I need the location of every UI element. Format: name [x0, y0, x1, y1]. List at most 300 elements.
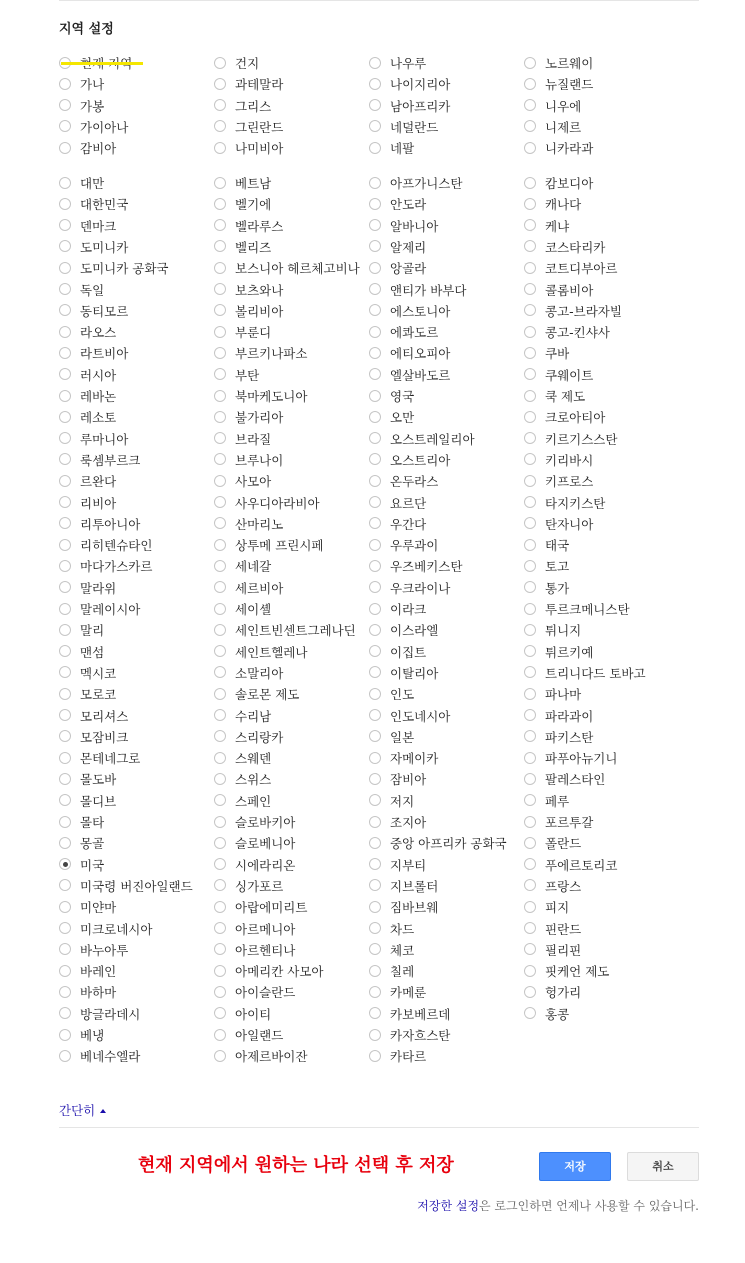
region-option[interactable]: [59, 921, 207, 938]
region-option[interactable]: [214, 814, 362, 831]
region-option[interactable]: [214, 537, 362, 554]
region-option[interactable]: [524, 98, 672, 115]
radio-icon[interactable]: [369, 794, 381, 806]
region-option[interactable]: [524, 239, 672, 256]
region-option[interactable]: [59, 140, 207, 157]
radio-icon[interactable]: [524, 965, 536, 977]
region-option[interactable]: [524, 963, 672, 980]
region-option[interactable]: [214, 708, 362, 725]
collapse-link[interactable]: [59, 1101, 106, 1119]
region-option[interactable]: [524, 665, 672, 682]
radio-icon[interactable]: [214, 99, 226, 111]
region-option[interactable]: [59, 409, 207, 426]
region-option[interactable]: [524, 644, 672, 661]
region-option[interactable]: [369, 899, 517, 916]
region-option[interactable]: [214, 601, 362, 618]
radio-icon[interactable]: [369, 1007, 381, 1019]
region-option[interactable]: [524, 686, 672, 703]
radio-icon[interactable]: [369, 368, 381, 380]
radio-icon[interactable]: [369, 475, 381, 487]
radio-icon[interactable]: [59, 603, 71, 615]
radio-icon[interactable]: [59, 794, 71, 806]
radio-icon[interactable]: [369, 517, 381, 529]
radio-icon[interactable]: [59, 837, 71, 849]
region-option[interactable]: [59, 367, 207, 384]
radio-icon[interactable]: [59, 816, 71, 828]
region-option[interactable]: [214, 771, 362, 788]
region-option[interactable]: [59, 119, 207, 136]
radio-icon[interactable]: [524, 645, 536, 657]
radio-icon[interactable]: [524, 581, 536, 593]
radio-icon[interactable]: [524, 78, 536, 90]
region-option[interactable]: [214, 55, 362, 72]
region-option[interactable]: [214, 644, 362, 661]
radio-icon[interactable]: [369, 1050, 381, 1062]
radio-icon[interactable]: [59, 78, 71, 90]
radio-icon[interactable]: [214, 262, 226, 274]
region-option[interactable]: [524, 814, 672, 831]
radio-icon[interactable]: [524, 326, 536, 338]
radio-icon[interactable]: [214, 120, 226, 132]
region-option[interactable]: [369, 431, 517, 448]
radio-icon[interactable]: [369, 1029, 381, 1041]
region-option[interactable]: [214, 921, 362, 938]
radio-icon[interactable]: [524, 986, 536, 998]
region-option[interactable]: [214, 857, 362, 874]
radio-icon[interactable]: [59, 99, 71, 111]
radio-icon[interactable]: [59, 986, 71, 998]
radio-icon[interactable]: [524, 858, 536, 870]
radio-icon[interactable]: [369, 347, 381, 359]
region-option[interactable]: [524, 409, 672, 426]
region-option[interactable]: [369, 260, 517, 277]
radio-icon[interactable]: [214, 858, 226, 870]
radio-icon[interactable]: [59, 240, 71, 252]
region-option[interactable]: [524, 708, 672, 725]
region-option[interactable]: [524, 835, 672, 852]
radio-icon[interactable]: [214, 879, 226, 891]
region-option[interactable]: [369, 218, 517, 235]
region-option[interactable]: [524, 622, 672, 639]
radio-icon[interactable]: [524, 453, 536, 465]
region-option[interactable]: [369, 665, 517, 682]
region-option[interactable]: [369, 708, 517, 725]
radio-icon[interactable]: [59, 709, 71, 721]
radio-icon[interactable]: [524, 603, 536, 615]
radio-icon[interactable]: [214, 901, 226, 913]
radio-icon[interactable]: [59, 922, 71, 934]
radio-icon[interactable]: [214, 816, 226, 828]
region-option[interactable]: [214, 1048, 362, 1065]
region-option[interactable]: [524, 55, 672, 72]
radio-icon[interactable]: [214, 78, 226, 90]
radio-icon[interactable]: [369, 816, 381, 828]
radio-icon[interactable]: [214, 773, 226, 785]
radio-icon[interactable]: [214, 368, 226, 380]
radio-icon[interactable]: [214, 304, 226, 316]
radio-icon[interactable]: [524, 922, 536, 934]
radio-icon[interactable]: [59, 120, 71, 132]
radio-icon[interactable]: [59, 432, 71, 444]
radio-icon[interactable]: [524, 816, 536, 828]
region-option[interactable]: [214, 558, 362, 575]
radio-icon[interactable]: [214, 347, 226, 359]
region-option[interactable]: [524, 175, 672, 192]
region-option[interactable]: [214, 665, 362, 682]
radio-icon[interactable]: [369, 688, 381, 700]
region-option[interactable]: [59, 452, 207, 469]
radio-icon[interactable]: [524, 99, 536, 111]
region-option[interactable]: [59, 835, 207, 852]
region-option[interactable]: [59, 601, 207, 618]
radio-icon[interactable]: [524, 262, 536, 274]
region-option[interactable]: [59, 473, 207, 490]
radio-icon[interactable]: [369, 752, 381, 764]
region-option[interactable]: [524, 119, 672, 136]
radio-icon[interactable]: [524, 120, 536, 132]
region-option[interactable]: [59, 1027, 207, 1044]
radio-icon[interactable]: [59, 730, 71, 742]
region-option[interactable]: [524, 431, 672, 448]
radio-icon[interactable]: [524, 347, 536, 359]
region-option[interactable]: [59, 76, 207, 93]
region-option[interactable]: [369, 324, 517, 341]
region-option[interactable]: [59, 963, 207, 980]
region-option[interactable]: [369, 516, 517, 533]
region-option[interactable]: [369, 140, 517, 157]
radio-icon[interactable]: [214, 560, 226, 572]
region-option[interactable]: [524, 793, 672, 810]
radio-icon[interactable]: [214, 752, 226, 764]
region-option[interactable]: [214, 76, 362, 93]
radio-icon[interactable]: [369, 965, 381, 977]
radio-icon[interactable]: [369, 411, 381, 423]
region-option[interactable]: [214, 345, 362, 362]
radio-icon[interactable]: [524, 666, 536, 678]
radio-icon[interactable]: [524, 219, 536, 231]
radio-icon[interactable]: [524, 773, 536, 785]
radio-icon[interactable]: [369, 986, 381, 998]
region-option[interactable]: [59, 239, 207, 256]
region-option[interactable]: [369, 239, 517, 256]
radio-icon[interactable]: [369, 858, 381, 870]
region-option[interactable]: [59, 431, 207, 448]
region-option[interactable]: [214, 119, 362, 136]
region-option[interactable]: [214, 495, 362, 512]
radio-icon[interactable]: [524, 943, 536, 955]
radio-icon[interactable]: [369, 603, 381, 615]
region-option[interactable]: [369, 388, 517, 405]
region-option[interactable]: [59, 580, 207, 597]
region-option[interactable]: [524, 942, 672, 959]
region-option[interactable]: [369, 196, 517, 213]
radio-icon[interactable]: [59, 262, 71, 274]
region-option[interactable]: [524, 601, 672, 618]
region-option[interactable]: [59, 708, 207, 725]
region-option[interactable]: [59, 878, 207, 895]
radio-icon[interactable]: [59, 453, 71, 465]
region-option[interactable]: [369, 942, 517, 959]
region-option[interactable]: [59, 622, 207, 639]
region-option[interactable]: [369, 729, 517, 746]
radio-icon[interactable]: [524, 901, 536, 913]
radio-icon[interactable]: [214, 730, 226, 742]
region-option[interactable]: [59, 1048, 207, 1065]
radio-icon[interactable]: [59, 581, 71, 593]
radio-icon[interactable]: [214, 411, 226, 423]
region-option[interactable]: [524, 76, 672, 93]
region-option[interactable]: [369, 984, 517, 1001]
radio-icon[interactable]: [59, 496, 71, 508]
region-option[interactable]: [214, 473, 362, 490]
region-option[interactable]: [214, 239, 362, 256]
region-option[interactable]: [59, 984, 207, 1001]
radio-icon[interactable]: [59, 177, 71, 189]
region-option[interactable]: [369, 622, 517, 639]
region-option[interactable]: [369, 495, 517, 512]
region-option[interactable]: [369, 98, 517, 115]
radio-icon[interactable]: [369, 177, 381, 189]
region-option[interactable]: [214, 367, 362, 384]
region-option[interactable]: [59, 345, 207, 362]
region-option[interactable]: [59, 558, 207, 575]
radio-icon[interactable]: [369, 99, 381, 111]
radio-icon[interactable]: [369, 453, 381, 465]
region-option[interactable]: [214, 218, 362, 235]
region-option[interactable]: [369, 367, 517, 384]
radio-icon[interactable]: [59, 560, 71, 572]
radio-icon[interactable]: [59, 539, 71, 551]
region-option[interactable]: [214, 729, 362, 746]
region-option[interactable]: [59, 196, 207, 213]
radio-icon[interactable]: [524, 517, 536, 529]
region-option[interactable]: [59, 260, 207, 277]
region-option[interactable]: [214, 98, 362, 115]
region-option[interactable]: [214, 835, 362, 852]
radio-icon[interactable]: [369, 496, 381, 508]
region-option[interactable]: [369, 558, 517, 575]
region-option[interactable]: [214, 686, 362, 703]
region-option[interactable]: [524, 452, 672, 469]
radio-icon[interactable]: [214, 1029, 226, 1041]
radio-icon[interactable]: [524, 283, 536, 295]
radio-icon[interactable]: [59, 283, 71, 295]
cancel-button[interactable]: 취소: [627, 1152, 699, 1181]
region-option[interactable]: [369, 452, 517, 469]
region-option[interactable]: [59, 665, 207, 682]
radio-icon[interactable]: [214, 240, 226, 252]
radio-icon[interactable]: [369, 78, 381, 90]
radio-icon[interactable]: [524, 688, 536, 700]
radio-icon[interactable]: [524, 709, 536, 721]
region-option[interactable]: [214, 388, 362, 405]
radio-icon[interactable]: [369, 57, 381, 69]
region-option[interactable]: [369, 76, 517, 93]
region-option[interactable]: [369, 686, 517, 703]
radio-icon[interactable]: [59, 517, 71, 529]
radio-icon[interactable]: [214, 1050, 226, 1062]
radio-icon[interactable]: [369, 219, 381, 231]
region-option[interactable]: [214, 452, 362, 469]
radio-icon[interactable]: [369, 624, 381, 636]
region-option[interactable]: [214, 175, 362, 192]
radio-icon[interactable]: [369, 837, 381, 849]
radio-icon[interactable]: [524, 539, 536, 551]
radio-icon[interactable]: [59, 142, 71, 154]
region-option[interactable]: [369, 580, 517, 597]
radio-icon[interactable]: [214, 645, 226, 657]
radio-icon[interactable]: [369, 730, 381, 742]
radio-icon[interactable]: [524, 432, 536, 444]
region-option[interactable]: [214, 409, 362, 426]
region-option[interactable]: [214, 899, 362, 916]
radio-icon[interactable]: [59, 219, 71, 231]
region-option[interactable]: [214, 622, 362, 639]
region-option[interactable]: [524, 388, 672, 405]
region-option[interactable]: [214, 984, 362, 1001]
radio-icon[interactable]: [59, 965, 71, 977]
radio-icon[interactable]: [369, 560, 381, 572]
radio-icon[interactable]: [524, 368, 536, 380]
radio-icon[interactable]: [59, 943, 71, 955]
radio-icon[interactable]: [214, 142, 226, 154]
radio-icon[interactable]: [214, 326, 226, 338]
region-option[interactable]: [524, 729, 672, 746]
radio-icon[interactable]: [369, 120, 381, 132]
radio-icon[interactable]: [59, 688, 71, 700]
region-option[interactable]: [369, 55, 517, 72]
region-option[interactable]: [369, 345, 517, 362]
region-option[interactable]: [214, 282, 362, 299]
radio-icon[interactable]: [214, 198, 226, 210]
radio-icon[interactable]: [524, 496, 536, 508]
radio-icon[interactable]: [524, 752, 536, 764]
radio-icon[interactable]: [59, 390, 71, 402]
radio-icon[interactable]: [369, 645, 381, 657]
region-option[interactable]: [59, 750, 207, 767]
region-option[interactable]: [59, 814, 207, 831]
radio-icon[interactable]: [214, 794, 226, 806]
region-option[interactable]: [214, 324, 362, 341]
radio-icon[interactable]: [59, 901, 71, 913]
region-option[interactable]: [524, 260, 672, 277]
radio-icon[interactable]: [59, 645, 71, 657]
region-option[interactable]: [59, 516, 207, 533]
region-option[interactable]: [59, 771, 207, 788]
region-option[interactable]: [524, 367, 672, 384]
region-option[interactable]: [214, 260, 362, 277]
radio-icon[interactable]: [369, 773, 381, 785]
region-option[interactable]: [59, 729, 207, 746]
radio-icon[interactable]: [524, 411, 536, 423]
radio-icon[interactable]: [369, 142, 381, 154]
region-option[interactable]: [524, 921, 672, 938]
radio-icon[interactable]: [214, 390, 226, 402]
region-option[interactable]: [524, 580, 672, 597]
region-option[interactable]: [59, 899, 207, 916]
region-option[interactable]: [369, 1006, 517, 1023]
radio-icon[interactable]: [214, 965, 226, 977]
region-option[interactable]: [59, 175, 207, 192]
radio-icon[interactable]: [214, 922, 226, 934]
radio-icon[interactable]: [214, 837, 226, 849]
region-option[interactable]: [59, 324, 207, 341]
region-option[interactable]: [369, 282, 517, 299]
radio-icon[interactable]: [524, 304, 536, 316]
radio-icon[interactable]: [369, 198, 381, 210]
region-option[interactable]: [369, 537, 517, 554]
region-option[interactable]: [524, 495, 672, 512]
region-option[interactable]: [524, 558, 672, 575]
radio-icon[interactable]: [369, 304, 381, 316]
region-option[interactable]: [59, 388, 207, 405]
radio-icon[interactable]: [214, 517, 226, 529]
radio-icon[interactable]: [59, 752, 71, 764]
region-option[interactable]: [524, 473, 672, 490]
region-option[interactable]: [524, 303, 672, 320]
radio-icon[interactable]: [59, 304, 71, 316]
radio-icon[interactable]: [214, 539, 226, 551]
radio-icon[interactable]: [369, 879, 381, 891]
region-option[interactable]: [524, 324, 672, 341]
region-option[interactable]: [369, 921, 517, 938]
radio-icon[interactable]: [214, 688, 226, 700]
region-option[interactable]: [369, 1048, 517, 1065]
region-option[interactable]: [524, 878, 672, 895]
saved-settings-link[interactable]: 저장한 설정: [417, 1199, 480, 1213]
region-option[interactable]: [524, 345, 672, 362]
region-option[interactable]: [369, 473, 517, 490]
radio-icon[interactable]: [214, 432, 226, 444]
region-option[interactable]: [369, 601, 517, 618]
radio-icon[interactable]: [214, 666, 226, 678]
radio-icon[interactable]: [524, 142, 536, 154]
region-option[interactable]: [524, 984, 672, 1001]
region-option[interactable]: [369, 835, 517, 852]
radio-icon[interactable]: [214, 603, 226, 615]
radio-icon[interactable]: [214, 475, 226, 487]
radio-icon[interactable]: [59, 879, 71, 891]
radio-icon[interactable]: [524, 624, 536, 636]
region-option[interactable]: [524, 899, 672, 916]
radio-icon[interactable]: [524, 1007, 536, 1019]
region-option[interactable]: [214, 1027, 362, 1044]
radio-icon[interactable]: [214, 57, 226, 69]
radio-icon[interactable]: [369, 709, 381, 721]
radio-icon[interactable]: [369, 432, 381, 444]
radio-icon[interactable]: [214, 496, 226, 508]
radio-icon[interactable]: [369, 326, 381, 338]
region-option[interactable]: [369, 857, 517, 874]
region-option[interactable]: [59, 644, 207, 661]
radio-icon[interactable]: [524, 730, 536, 742]
region-option[interactable]: [214, 1006, 362, 1023]
radio-icon[interactable]: [59, 475, 71, 487]
region-option[interactable]: [369, 1027, 517, 1044]
radio-icon[interactable]: [524, 475, 536, 487]
radio-icon[interactable]: [214, 177, 226, 189]
radio-icon[interactable]: [524, 198, 536, 210]
region-option[interactable]: [214, 942, 362, 959]
radio-icon[interactable]: [524, 837, 536, 849]
radio-icon[interactable]: [59, 368, 71, 380]
region-option[interactable]: [524, 1006, 672, 1023]
region-option[interactable]: [524, 140, 672, 157]
region-option[interactable]: [214, 303, 362, 320]
region-option[interactable]: [214, 431, 362, 448]
radio-icon[interactable]: [369, 262, 381, 274]
radio-icon[interactable]: [214, 283, 226, 295]
